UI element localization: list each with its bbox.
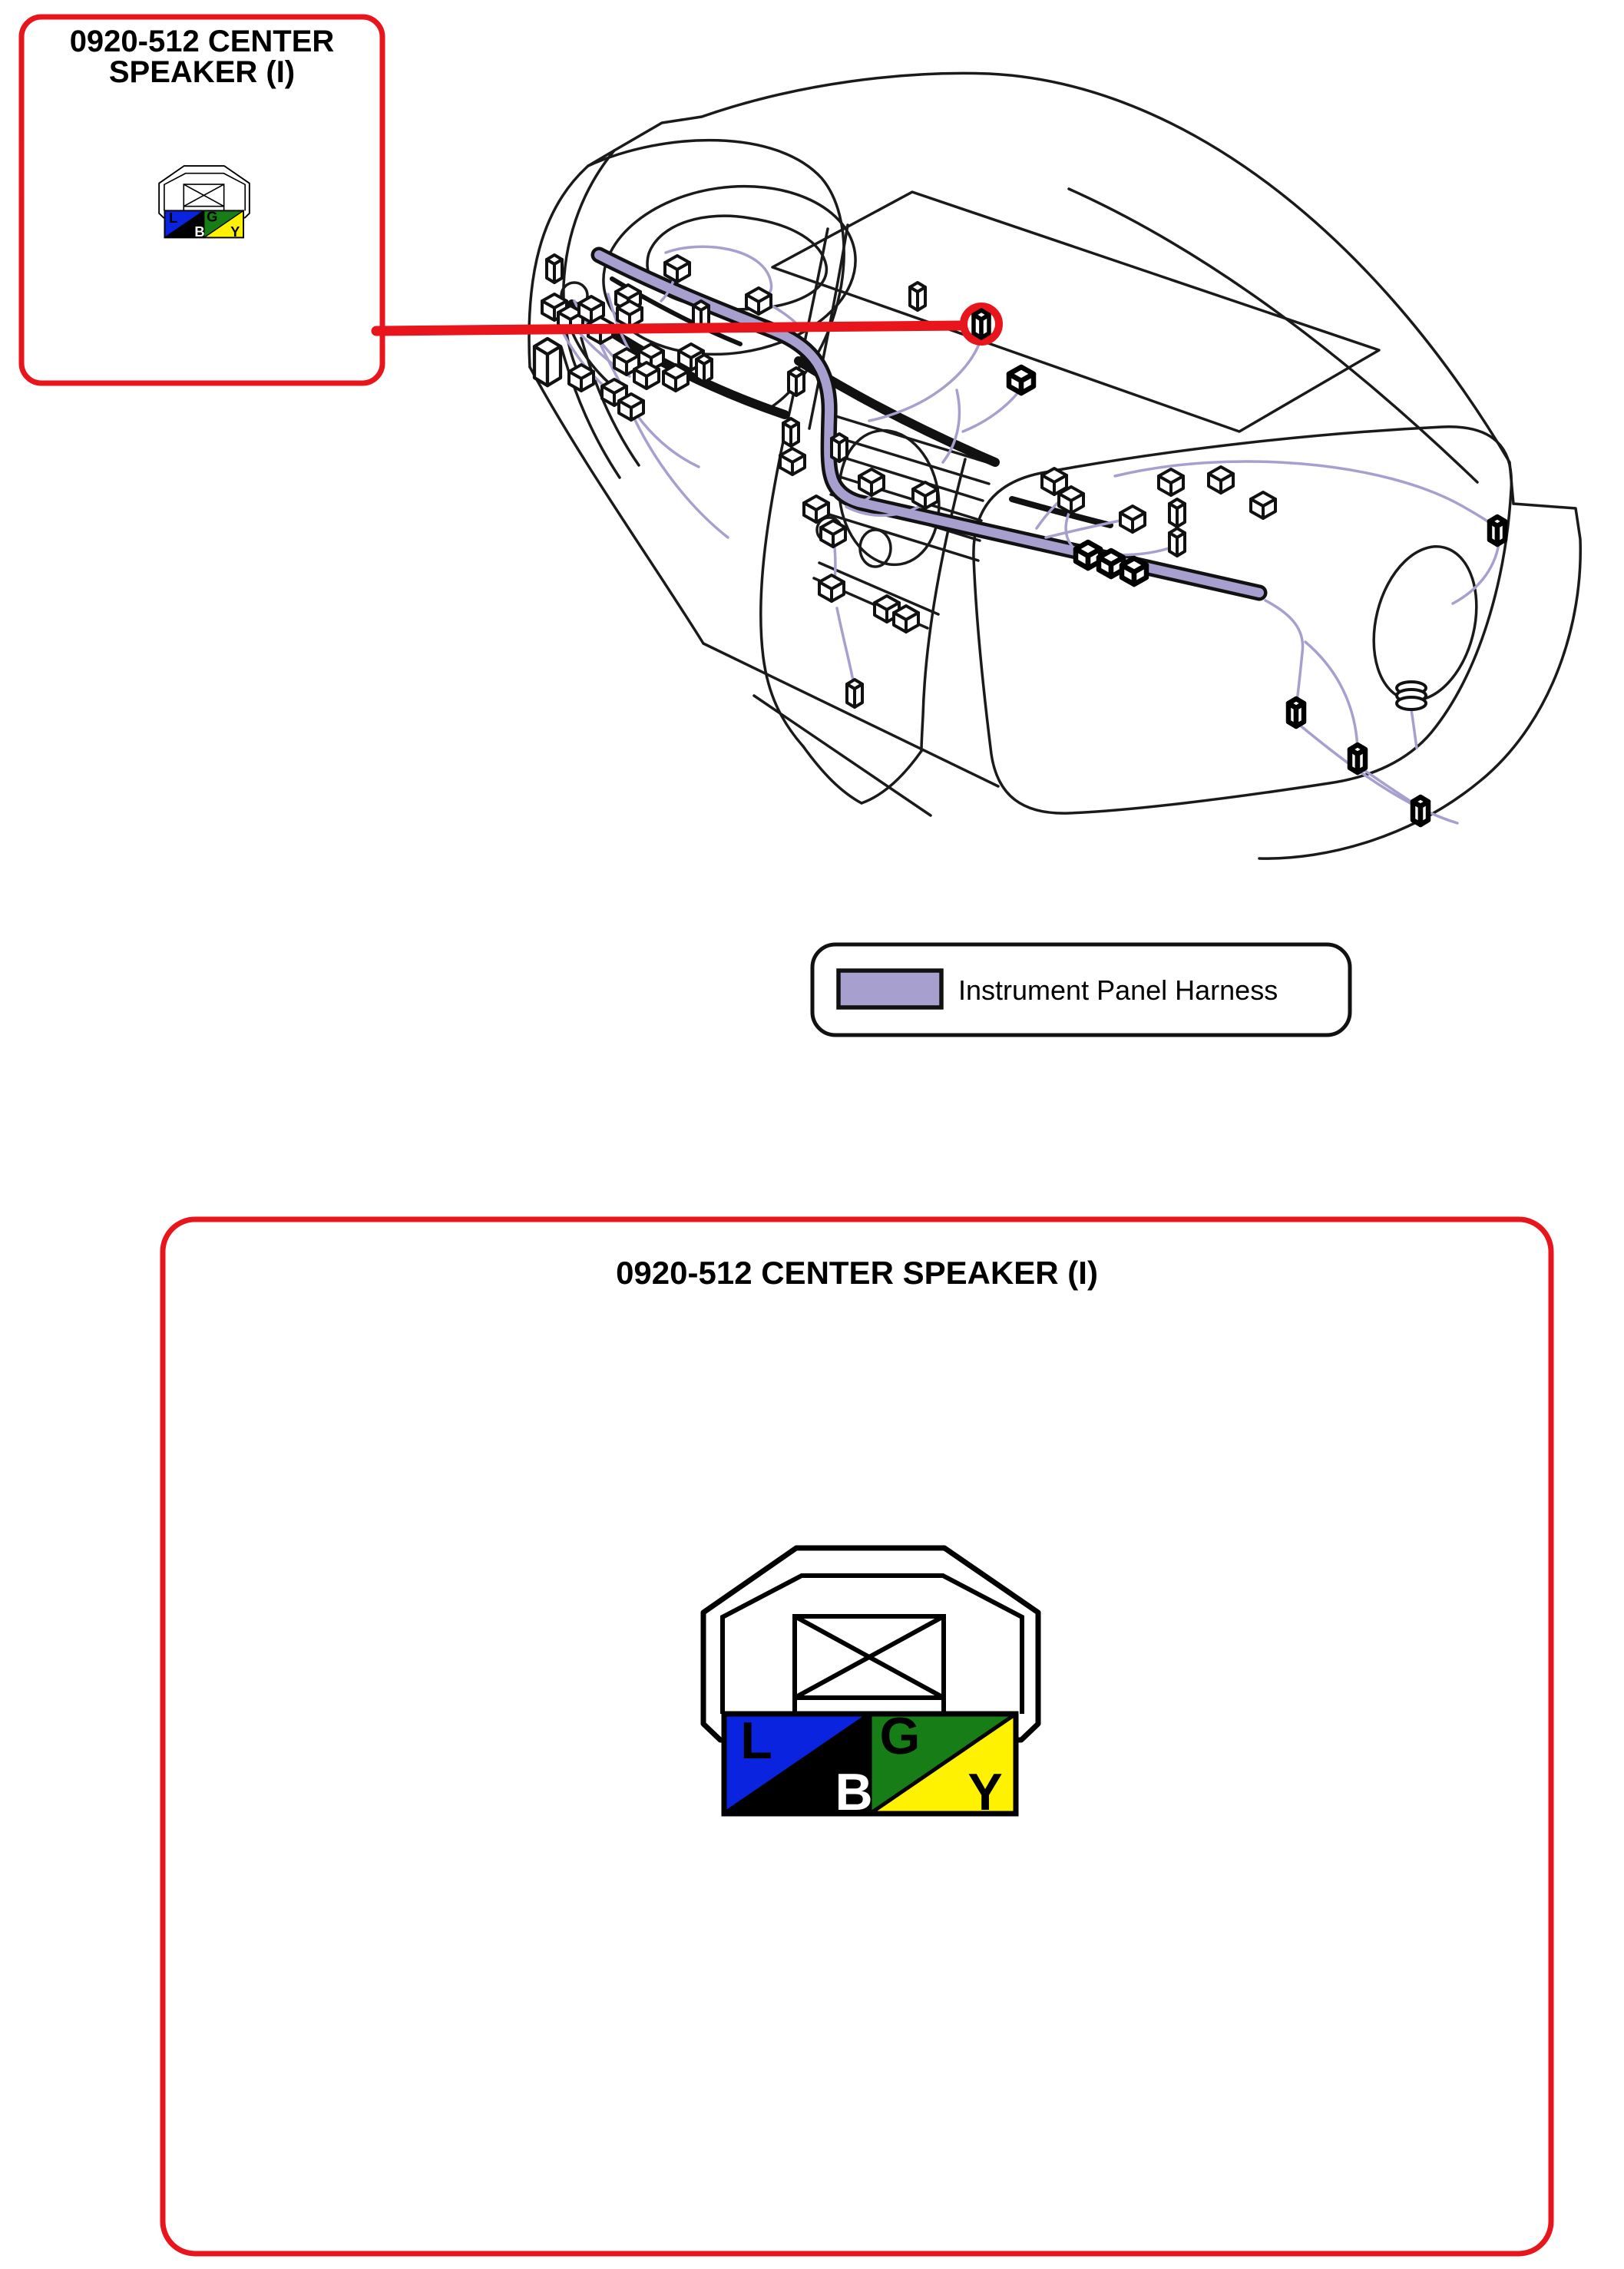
knob-ellipse: [860, 530, 891, 567]
grommet-connector: [1397, 682, 1426, 709]
callout-title-line1: 0920-512 CENTER: [69, 25, 335, 58]
instrument-panel-drawing: [529, 73, 1580, 858]
detail-title: 0920-512 CENTER SPEAKER (I): [616, 1255, 1098, 1291]
callout-box: [21, 17, 382, 383]
location-annotation: [376, 306, 999, 342]
windshield-base-line: [1069, 189, 1477, 482]
legend-label: Instrument Panel Harness: [958, 974, 1278, 1006]
callout-connector-icon: [159, 166, 250, 240]
legend-box: [812, 944, 1350, 1035]
console-left-line: [761, 427, 803, 746]
detail-box: [163, 1219, 1551, 2254]
leader-line: [376, 326, 961, 331]
callout-title-line2: SPEAKER (I): [108, 55, 296, 89]
legend-swatch: [838, 971, 941, 1007]
detail-connector-icon: [703, 1548, 1038, 1821]
target-connector: [974, 310, 989, 338]
driver-lower-edge: [530, 367, 703, 643]
console-bottom: [803, 746, 921, 803]
